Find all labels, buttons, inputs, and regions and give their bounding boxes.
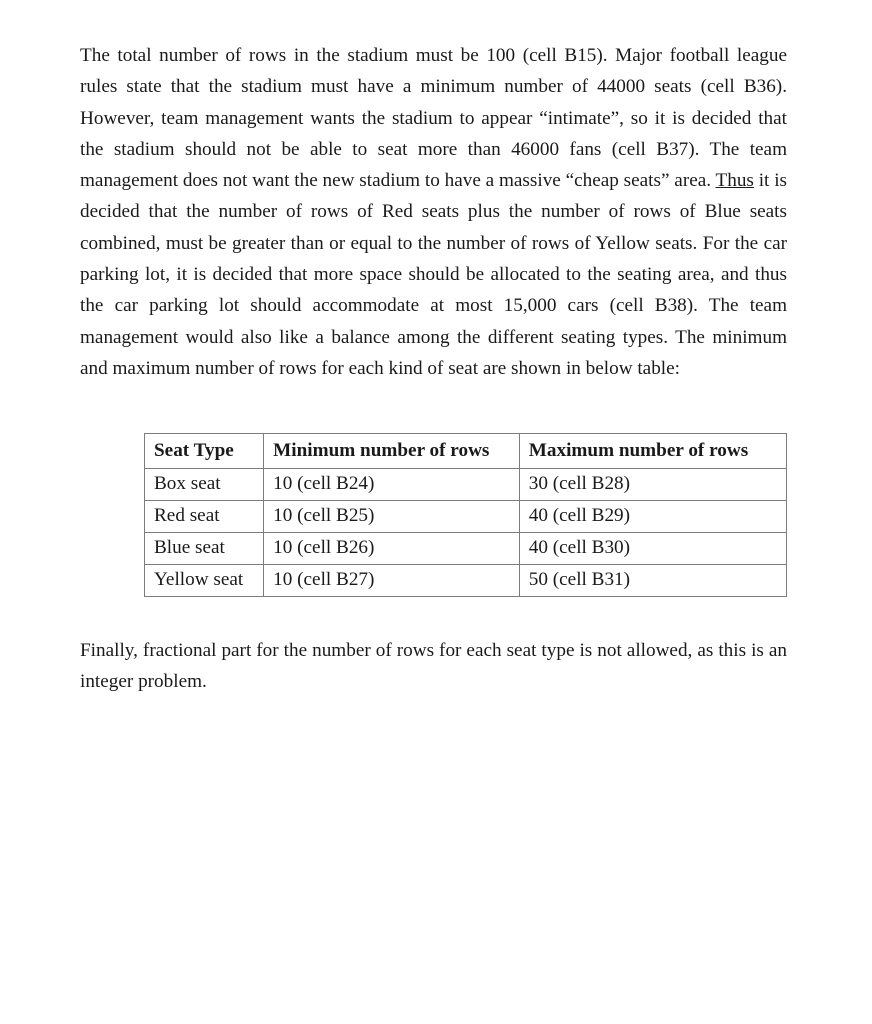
cell-min-rows: 10 (cell B27) [264, 565, 520, 597]
cell-max-rows: 50 (cell B31) [519, 565, 786, 597]
header-min-rows: Minimum number of rows [264, 434, 520, 469]
underlined-word-thus: Thus [715, 170, 754, 192]
cell-min-rows: 10 (cell B25) [264, 501, 520, 533]
cell-seat-type: Box seat [145, 469, 264, 501]
final-paragraph: Finally, fractional part for the number of rows for each seat type is not allowed, as this is an integer problem. [80, 640, 787, 693]
cell-min-rows: 10 (cell B26) [264, 533, 520, 565]
paragraph-text-part1: The total number of rows in the stadium must be 100 (cell B15). Major football league rules state that the stadium must have a minimum number of 44000 seats (cell B36). However, team management wants the stadium to appear “intimate”, so it is decided that the stadium should not be able to seat more than 46000 fans (cell B37). The team management does not want the new stadium to have a massive “cheap seats” area. [80, 45, 787, 192]
table-row [145, 501, 787, 533]
intro-paragraph [80, 40, 787, 384]
table-header-row [145, 434, 787, 469]
paragraph-text-part2: it is decided that the number of rows of Red seats plus the number of rows of Blue seats combined, must be greater than or equal to the number of rows of Yellow seats. For the car parking lot, it is decided that more space should be allocated to the seating area, and thus the car parking lot should accommodate at most 15,000 cars (cell B38). The team management would also like a balance among the different seating types. The minimum and maximum number of rows for each kind of seat are shown in below table: [80, 170, 787, 379]
table-row [145, 469, 787, 501]
document-page [80, 40, 787, 693]
header-seat-type: Seat Type [145, 434, 264, 469]
cell-seat-type: Red seat [145, 501, 264, 533]
cell-max-rows: 40 (cell B30) [519, 533, 786, 565]
table-row [145, 565, 787, 597]
cell-min-rows: 10 (cell B24) [264, 469, 520, 501]
header-max-rows: Maximum number of rows [519, 434, 786, 469]
cell-max-rows: 30 (cell B28) [519, 469, 786, 501]
table-row [145, 533, 787, 565]
cell-max-rows: 40 (cell B29) [519, 501, 786, 533]
seat-rows-table [144, 433, 787, 597]
cell-seat-type: Yellow seat [145, 565, 264, 597]
cell-seat-type: Blue seat [145, 533, 264, 565]
